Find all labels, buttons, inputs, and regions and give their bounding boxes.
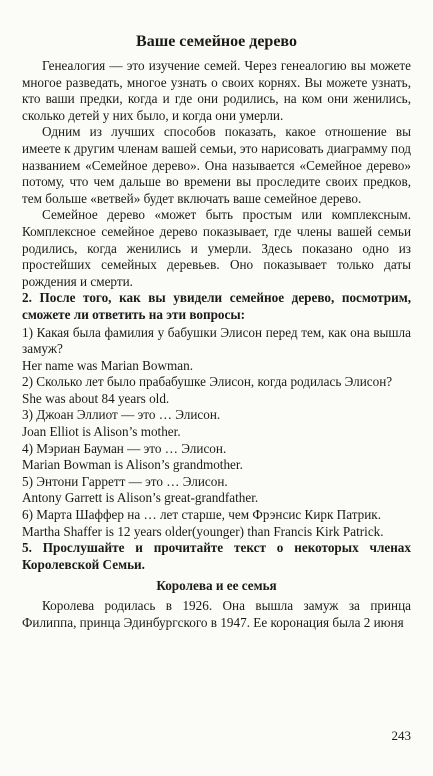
answer-5: Antony Garrett is Alison’s great-grandfather. xyxy=(22,490,259,506)
question-4: 4) Мэриан Бауман — это … Элисон. xyxy=(22,440,227,456)
task-2-heading: 2. После того, как вы увидели семейное дерево, посмотрим, сможете ли ответить на эти вопросы: xyxy=(22,290,411,322)
question-5: 5) Энтони Гарретт — это … Элисон. xyxy=(22,473,228,489)
paragraph-simple-complex-tree: Семейное дерево «может быть простым или комплексным. Комплексное семейное дерево показывает, где члены вашей семьи родились, когда женились и умерли. Здесь показано одно из простейших семейных деревьев. Оно показывает только даты рождения и смерти. xyxy=(22,207,411,289)
paragraph-family-tree-diagram: Одним из лучших способов показать, какое отношение вы имеете к другим членам вашей семьи, это нарисовать диаграмму под названием «Семейное дерево». Она называется «Семейное дерево» потому, что чем дальше во времени вы проследите своих предков, тем больше «ветвей» будет включать ваше семейное дерево. xyxy=(22,124,411,206)
answer-2: She was about 84 years old. xyxy=(22,390,170,406)
page-title: Ваше семейное дерево xyxy=(136,33,297,50)
question-2: 2) Сколько лет было прабабушке Элисон, когда родилась Элисон? xyxy=(22,374,393,390)
paragraph-genealogy: Генеалогия — это изучение семей. Через генеалогию вы можете многое разведать, многое узнать о своих корнях. Вы можете узнать, кто ваши предки, когда и где они родились, на ком они женились, сколько детей у них было, и когда они умерли. xyxy=(22,58,411,123)
task-5-heading: 5. Прослушайте и прочитайте текст о некоторых членах Королевской Семьи. xyxy=(22,540,411,572)
answer-1: Her name was Marian Bowman. xyxy=(22,357,194,373)
section-subtitle: Королева и ее семья xyxy=(156,578,277,594)
paragraph-queen: Королева родилась в 1926. Она вышла замуж за принца Филиппа, принца Эдинбургского в 1947. Ее коронация была 2 июня xyxy=(22,598,411,630)
question-3: 3) Джоан Эллиот — это … Элисон. xyxy=(22,407,221,423)
question-1: 1) Какая была фамилия у бабушки Элисон перед тем, как она вышла замуж? xyxy=(22,324,411,357)
answer-3: Joan Elliot is Alison’s mother. xyxy=(22,424,181,440)
page-number: 243 xyxy=(391,728,411,743)
question-list xyxy=(22,325,411,541)
answer-6: Martha Shaffer is 12 years older(younger) than Francis Kirk Patrick. xyxy=(22,523,384,539)
question-6: 6) Марта Шаффер на … лет старше, чем Фрэнсис Кирк Патрик. xyxy=(22,507,381,523)
answer-4: Marian Bowman is Alison’s grandmother. xyxy=(22,457,243,473)
